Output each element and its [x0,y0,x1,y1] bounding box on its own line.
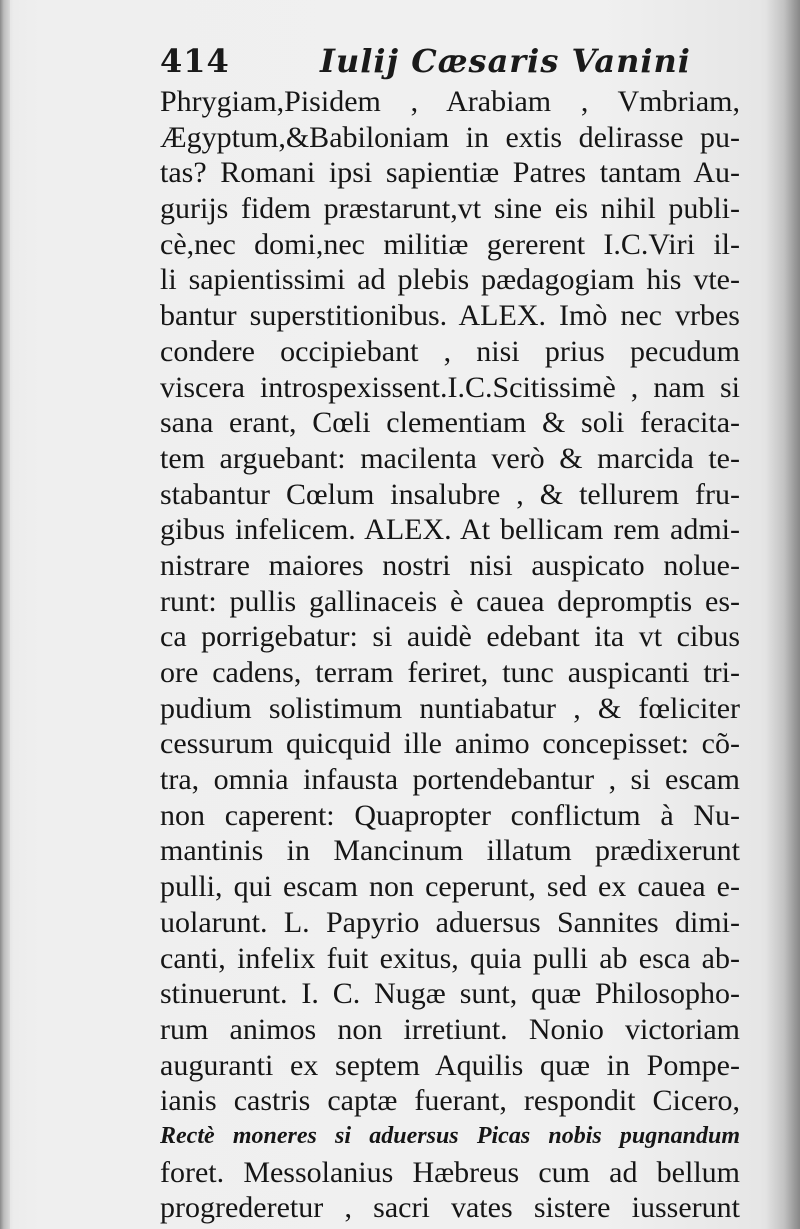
text-line: cessurum quicquid ille animo concepisset: cõ- [160,727,740,761]
text-line: mantinis in Mancinum illatum prædixerunt [160,834,740,868]
text-line: ianis castris captæ fuerant, respondit Cicero, [160,1084,740,1118]
text-line: pulli, qui escam non ceperunt, sed ex cauea e- [160,870,740,904]
text-line: runt: pullis gallinaceis è cauea depromptis es- [160,584,740,618]
text-line: ore cadens, terram feriret, tunc auspicanti tri- [160,656,740,689]
text-line: non caperent: Quapropter conflictum à Nu- [160,798,740,832]
italic-quotation-line: Rectè moneres si aduersus Picas nobis pugnandum [160,1122,740,1149]
text-line: Ægyptum,&Babiloniam in extis delirasse pu- [160,120,740,154]
text-line: auguranti ex septem Aquilis quæ in Pompe- [160,1048,740,1082]
text-line: Phrygiam,Pisidem , Arabiam , Vmbriam, [160,85,740,118]
text-line: nistrare maiores nostri nisi auspicato nolue- [160,548,740,582]
text-line: foret. Messolanius Hæbreus cum ad bellum [160,1155,740,1189]
text-line: rum animos non irretiunt. Nonio victoriam [160,1012,740,1046]
text-line: gibus infelicem. ALEX. At bellicam rem admi- [160,513,740,547]
text-line: tra, omnia infausta portendebantur , si escam [160,763,740,797]
text-line: ca porrigebatur: si auidè edebant ita vt cibus [160,620,740,654]
text-line: stabantur Cœlum insalubre , & tellurem fru- [160,477,740,511]
text-line: li sapientissimi ad plebis pædagogiam his vte- [160,263,740,297]
text-line: bantur superstitionibus. ALEX. Imò nec vrbes [160,299,740,333]
text-line: tas? Romani ipsi sapientiæ Patres tantam Au- [160,156,740,190]
page-header [160,38,720,90]
page-edge-shadow [766,0,800,1229]
running-title: Iulij Cæsaris Vanini [320,42,691,80]
text-line: viscera introspexissent.I.C.Scitissimè , nam si [160,370,740,404]
text-line: pudium solistimum nuntiabatur , & fœliciter [160,691,740,725]
text-line: canti, infelix fuit exitus, quia pulli ab esca ab- [160,941,740,975]
text-line: stinuerunt. I. C. Nugæ sunt, quæ Philosopho- [160,977,740,1011]
text-line: tem arguebant: macilenta verò & marcida te- [160,441,740,475]
page-gutter-shadow [0,0,10,1229]
page-number: 414 [160,42,230,80]
text-line: cè,nec domi,nec militiæ gererent I.C.Viri il- [160,227,740,261]
text-line: condere occipiebant , nisi prius pecudum [160,334,740,368]
text-line: sana erant, Cœli clementiam & soli feracita- [160,406,740,440]
text-line: gurijs fidem præstarunt,vt sine eis nihil publi- [160,192,740,226]
text-line: uolarunt. L. Papyrio aduersus Sannites dimi- [160,905,740,939]
text-line: progrederetur , sacri vates sistere iusserunt [160,1191,740,1225]
body-text [160,84,740,1226]
